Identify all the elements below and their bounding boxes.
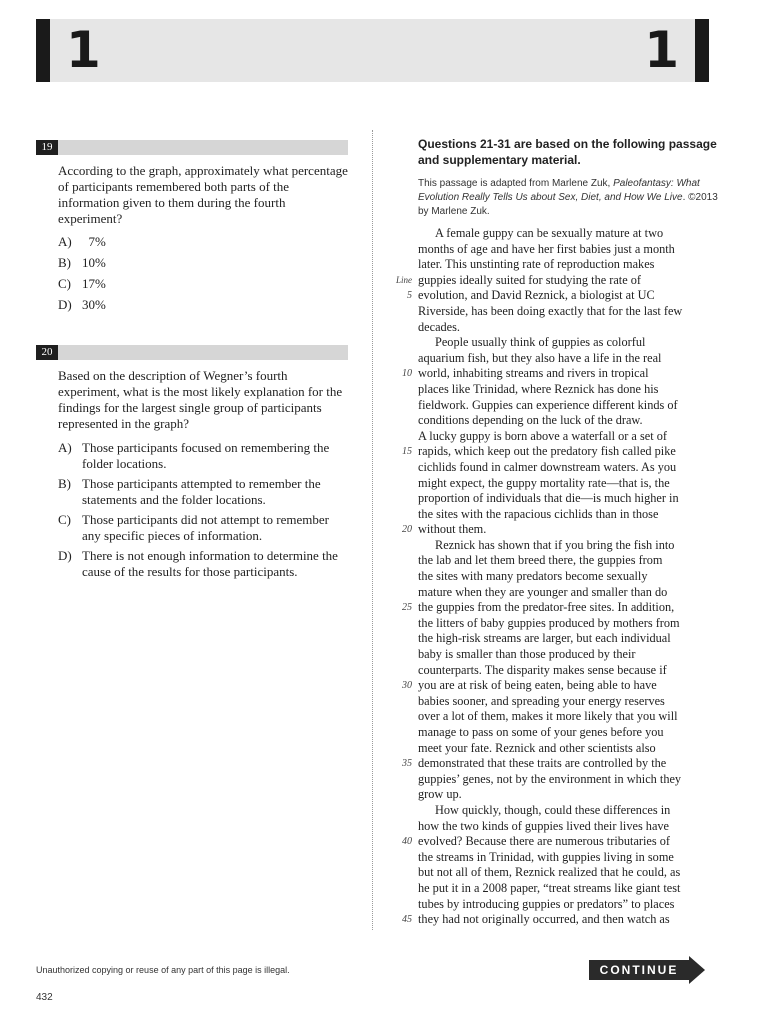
passage-line <box>418 398 718 414</box>
choice-a[interactable] <box>58 440 350 472</box>
line-number: 5 <box>407 290 412 302</box>
line-text: Reznick has shown that if you bring the fish into <box>435 537 675 552</box>
passage-line <box>418 897 718 913</box>
line-text: without them. <box>418 522 487 537</box>
question-20-choices <box>58 440 350 584</box>
line-number: 25 <box>402 602 412 614</box>
line-text: over a lot of them, makes it more likely that you will <box>418 709 678 724</box>
line-number: 35 <box>402 758 412 770</box>
line-number: 40 <box>402 836 412 848</box>
line-number: 10 <box>402 368 412 380</box>
passage-line <box>402 366 718 382</box>
choice-text: 17% <box>82 276 106 291</box>
passage-intro: Questions 21-31 are based on the following passage and supplementary material. <box>418 137 717 167</box>
line-text: rapids, which keep out the predatory fish called pike <box>418 444 676 459</box>
passage-line <box>418 850 718 866</box>
passage-line <box>418 382 718 398</box>
line-text: places like Trinidad, where Reznick has done his <box>418 381 659 396</box>
choice-text: 7% <box>82 234 106 249</box>
passage-line <box>402 756 718 772</box>
choice-letter: A) <box>58 234 72 249</box>
line-text: People usually think of guppies as colorful <box>435 335 646 350</box>
question-19-bar <box>36 140 348 155</box>
column-divider <box>372 130 373 930</box>
choice-letter: A) <box>58 440 72 455</box>
line-text: A lucky guppy is born above a waterfall or a set of <box>418 428 667 443</box>
passage-line <box>418 881 718 897</box>
choice-b[interactable] <box>58 476 350 508</box>
choice-text: Those participants attempted to remember the statements and the folder locations. <box>82 476 321 507</box>
line-text: evolved? Because there are numerous tributaries of <box>418 834 670 849</box>
line-text: proportion of individuals that die—is much higher in <box>418 491 679 506</box>
line-text: the sites with the rapacious cichlids than in those <box>418 506 659 521</box>
passage-line <box>418 320 718 336</box>
choice-letter: B) <box>58 255 71 270</box>
passage-line <box>418 491 718 507</box>
line-text: grow up. <box>418 787 462 802</box>
line-text: later. This unstinting rate of reproduction makes <box>418 257 655 272</box>
question-20-number: 20 <box>36 345 58 360</box>
line-text: months of age and have her first babies just a month <box>418 241 675 256</box>
passage-line <box>418 709 718 725</box>
passage-line <box>418 585 718 601</box>
choice-text: Those participants focused on remembering the folder locations. <box>82 440 330 471</box>
line-number: 15 <box>402 446 412 458</box>
line-text: the guppies from the predator-free sites. In addition, <box>418 600 675 615</box>
line-text: demonstrated that these traits are controlled by the <box>418 756 667 771</box>
line-text: guppies ideally suited for studying the rate of <box>418 272 642 287</box>
choice-c[interactable] <box>58 512 350 544</box>
line-text: but not all of them, Reznick realized that he could, as <box>418 865 681 880</box>
choice-text: There is not enough information to determine the cause of the results for those participants. <box>82 548 338 579</box>
line-text: guppies’ genes, not by the environment in which they <box>418 771 682 786</box>
question-19-stem: According to the graph, approximately what percentage of participants remembered both parts of the information given to them during the fourth experiment? <box>58 163 348 226</box>
line-text: how the two kinds of guppies lived their lives have <box>418 818 670 833</box>
choice-letter: C) <box>58 512 71 527</box>
passage-line <box>418 476 718 492</box>
passage-line <box>402 834 718 850</box>
choice-text: 10% <box>82 255 106 270</box>
line-text: you are at risk of being eaten, being able to have <box>418 678 657 693</box>
line-text: babies sooner, and spreading your energy reserves <box>418 693 665 708</box>
header-right-bar <box>695 19 709 82</box>
passage-line <box>418 351 718 367</box>
passage-line <box>418 226 718 242</box>
line-text: evolution, and David Reznick, a biologist at UC <box>418 288 655 303</box>
continue-label: CONTINUE <box>599 963 679 977</box>
copyright-notice: Unauthorized copying or reuse of any part of this page is illegal. <box>36 965 290 975</box>
passage-line <box>402 444 718 460</box>
source-title: Paleofantasy: What Evolution Really Tells Us about Sex, Diet, and How We Live <box>418 178 700 203</box>
line-text: How quickly, though, could these differences in <box>435 802 671 817</box>
question-19-number: 19 <box>36 140 58 155</box>
passage-body <box>395 226 718 928</box>
passage-line <box>395 272 718 289</box>
passage-line <box>418 803 718 819</box>
passage-line <box>418 429 718 445</box>
line-number: Line <box>395 274 412 285</box>
line-text: conditions depending on the luck of the draw. <box>418 413 643 428</box>
choice-d[interactable] <box>58 548 350 580</box>
line-text: aquarium fish, but they also have a life in the real <box>418 350 662 365</box>
line-text: the sites with many predators become sexually <box>418 569 648 584</box>
section-number-right: 1 <box>644 21 679 79</box>
choice-text: Those participants did not attempt to remember any specific pieces of information. <box>82 512 329 543</box>
passage-line <box>418 553 718 569</box>
line-text: A female guppy can be sexually mature at two <box>435 226 664 240</box>
line-text: the litters of baby guppies produced by mothers from <box>418 615 680 630</box>
line-text: baby is smaller than those produced by their <box>418 647 636 662</box>
source-suffix: . ©2013 by Marlene Zuk. <box>418 192 718 217</box>
choice-d[interactable] <box>58 297 350 313</box>
passage-line <box>418 413 718 429</box>
passage-line <box>418 569 718 585</box>
passage-line <box>418 772 718 788</box>
line-text: decades. <box>418 319 460 334</box>
passage-line <box>418 257 718 273</box>
question-19-choices <box>58 234 350 318</box>
line-number: 20 <box>402 524 412 536</box>
line-number: 30 <box>402 680 412 692</box>
arrow-right-icon <box>689 956 705 984</box>
passage-line <box>418 304 718 320</box>
passage-line <box>418 865 718 881</box>
choice-a[interactable] <box>58 234 350 250</box>
choice-letter: C) <box>58 276 71 291</box>
passage-line <box>402 912 718 928</box>
header-left-bar <box>36 19 50 82</box>
choice-letter: D) <box>58 297 72 312</box>
choice-letter: B) <box>58 476 71 491</box>
line-text: meet your fate. Reznick and other scientists also <box>418 740 656 755</box>
line-text: Riverside, has been doing exactly that for the last few <box>418 303 683 318</box>
choice-b[interactable] <box>58 255 350 271</box>
question-20-stem: Based on the description of Wegner’s fourth experiment, what is the most likely explanation for the findings for the largest single group of participants represented in the graph? <box>58 368 343 431</box>
passage-line <box>418 647 718 663</box>
passage-line <box>402 600 718 616</box>
line-text: manage to pass on some of your genes before you <box>418 725 664 739</box>
section-number-left: 1 <box>66 21 101 79</box>
passage-source <box>418 177 718 219</box>
line-text: they had not originally occurred, and then watch as <box>418 912 670 927</box>
question-20-bar <box>36 345 348 360</box>
line-number: 45 <box>402 914 412 926</box>
line-text: the high-risk streams are larger, but each individual <box>418 631 671 646</box>
source-prefix: This passage is adapted from Marlene Zuk, <box>418 178 614 189</box>
continue-button[interactable] <box>589 956 707 984</box>
passage-line <box>418 741 718 757</box>
line-text: fieldwork. Guppies can experience different kinds of <box>418 397 678 412</box>
passage-line <box>418 787 718 803</box>
passage-line <box>418 616 718 632</box>
line-text: mature when they are younger and smaller than do <box>418 584 668 599</box>
passage-line <box>418 538 718 554</box>
line-text: counterparts. The disparity makes sense because if <box>418 662 667 677</box>
passage-line <box>418 694 718 710</box>
line-text: world, inhabiting streams and rivers in tropical <box>418 366 649 381</box>
line-text: might expect, the guppy mortality rate—that is, the <box>418 475 670 490</box>
passage-line <box>418 631 718 647</box>
passage-line <box>418 819 718 835</box>
passage-line <box>418 507 718 523</box>
passage-line <box>418 663 718 679</box>
passage-line <box>418 460 718 476</box>
passage-line <box>418 335 718 351</box>
passage-line <box>418 242 718 258</box>
line-text: tubes by introducing guppies or predators” to places <box>418 896 675 911</box>
choice-letter: D) <box>58 548 72 563</box>
section-header <box>36 19 709 82</box>
choice-text: 30% <box>82 297 106 312</box>
line-text: he put it in a 2008 paper, “treat streams like giant test <box>418 880 681 895</box>
choice-c[interactable] <box>58 276 350 292</box>
passage-line <box>402 678 718 694</box>
page-number: 432 <box>36 992 53 1003</box>
line-text: the lab and let them breed there, the guppies from <box>418 553 663 568</box>
line-text: the streams in Trinidad, with guppies living in some <box>418 849 674 864</box>
passage-line <box>418 725 718 741</box>
passage-line <box>402 522 718 538</box>
passage-line <box>407 288 718 304</box>
line-text: cichlids found in calmer downstream waters. As you <box>418 459 677 474</box>
